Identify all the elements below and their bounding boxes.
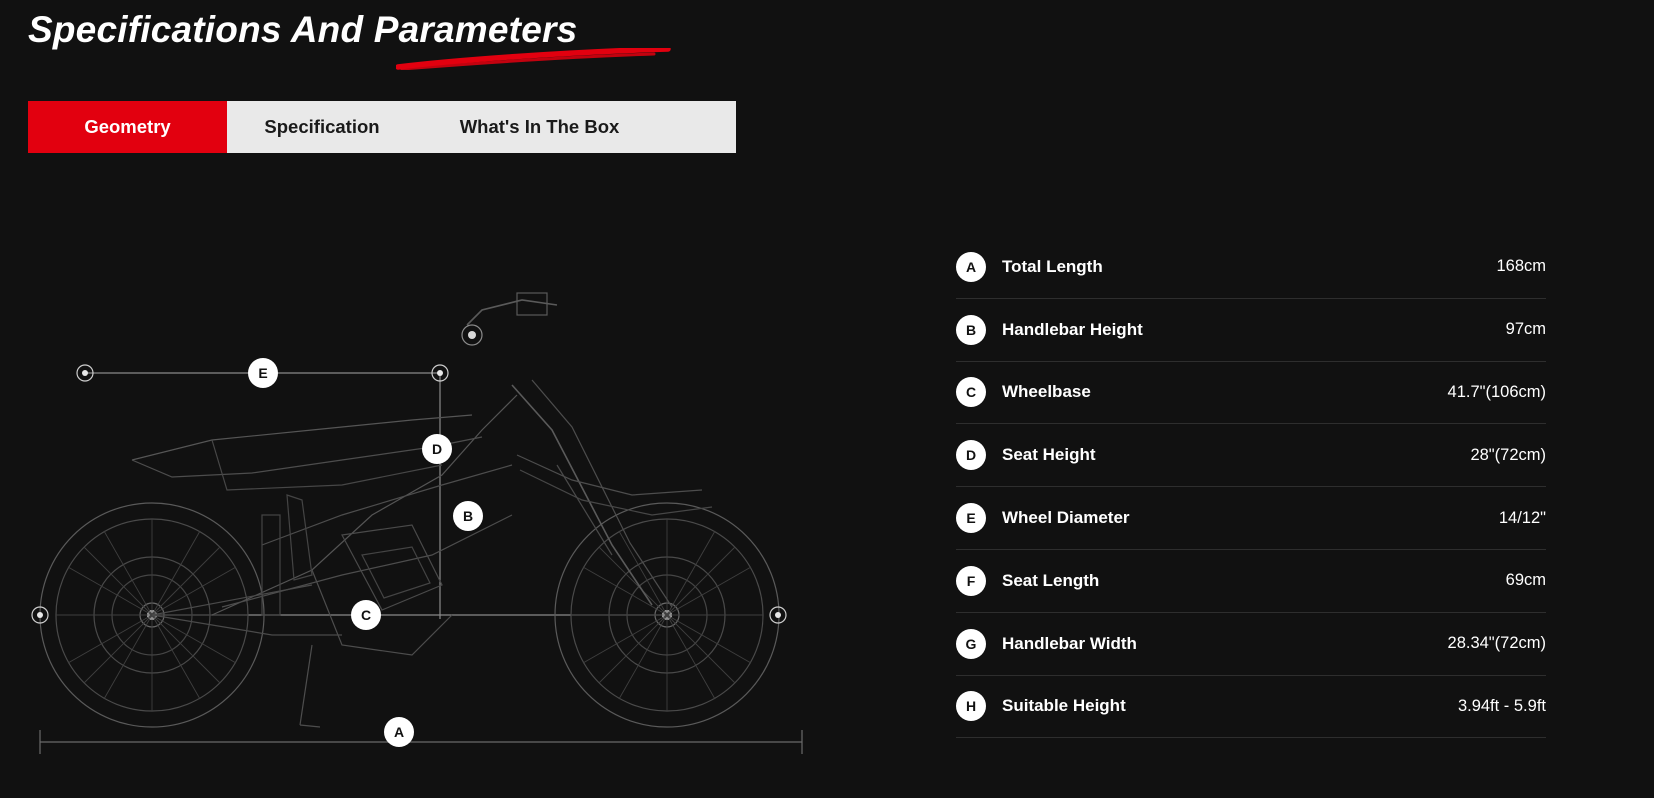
spec-label: Total Length — [1002, 256, 1103, 276]
spec-badge: A — [956, 252, 986, 282]
bike-line-drawing — [12, 215, 912, 775]
spec-label: Seat Height — [1002, 445, 1096, 465]
tab-whats-in-the-box[interactable]: What's In The Box — [459, 116, 620, 137]
table-row — [956, 676, 1546, 739]
spec-badge: E — [956, 503, 986, 533]
spec-label: Seat Length — [1002, 570, 1100, 590]
spec-badge: B — [956, 315, 986, 345]
table-row — [956, 362, 1546, 425]
spec-value: 168cm — [1496, 257, 1546, 276]
callout-b: B — [453, 501, 483, 531]
spec-value: 69cm — [1505, 571, 1546, 590]
tab-geometry[interactable]: Geometry — [28, 101, 227, 153]
spec-value: 97cm — [1505, 320, 1546, 339]
spec-value: 14/12" — [1498, 508, 1546, 527]
tab-bar[interactable] — [28, 101, 736, 153]
table-row — [956, 424, 1546, 487]
callout-a: A — [384, 717, 414, 747]
spec-value: 28.34"(72cm) — [1447, 634, 1546, 653]
page-title-block — [28, 8, 577, 52]
table-row — [956, 613, 1546, 676]
page-title: Specifications And Parameters — [28, 9, 578, 50]
callout-c: C — [351, 600, 381, 630]
table-row — [956, 299, 1546, 362]
table-row — [956, 550, 1546, 613]
spec-badge: H — [956, 691, 986, 721]
spec-label: Handlebar Height — [1002, 319, 1143, 339]
tab-specification[interactable]: Specification — [264, 116, 380, 137]
callout-e: E — [248, 358, 278, 388]
table-row — [956, 236, 1546, 299]
spec-badge: C — [956, 377, 986, 407]
specifications-list — [956, 236, 1546, 738]
table-row — [956, 487, 1546, 550]
spec-label: Handlebar Width — [1002, 633, 1137, 653]
spec-label: Wheel Diameter — [1002, 508, 1130, 528]
spec-value: 28"(72cm) — [1470, 445, 1546, 464]
spec-label: Wheelbase — [1002, 382, 1091, 402]
spec-badge: D — [956, 440, 986, 470]
spec-value: 3.94ft - 5.9ft — [1457, 696, 1546, 715]
geometry-diagram — [12, 215, 912, 775]
spec-badge: G — [956, 629, 986, 659]
spec-label: Suitable Height — [1002, 696, 1126, 716]
callout-d: D — [422, 434, 452, 464]
spec-value: 41.7"(106cm) — [1447, 382, 1546, 401]
spec-badge: F — [956, 566, 986, 596]
